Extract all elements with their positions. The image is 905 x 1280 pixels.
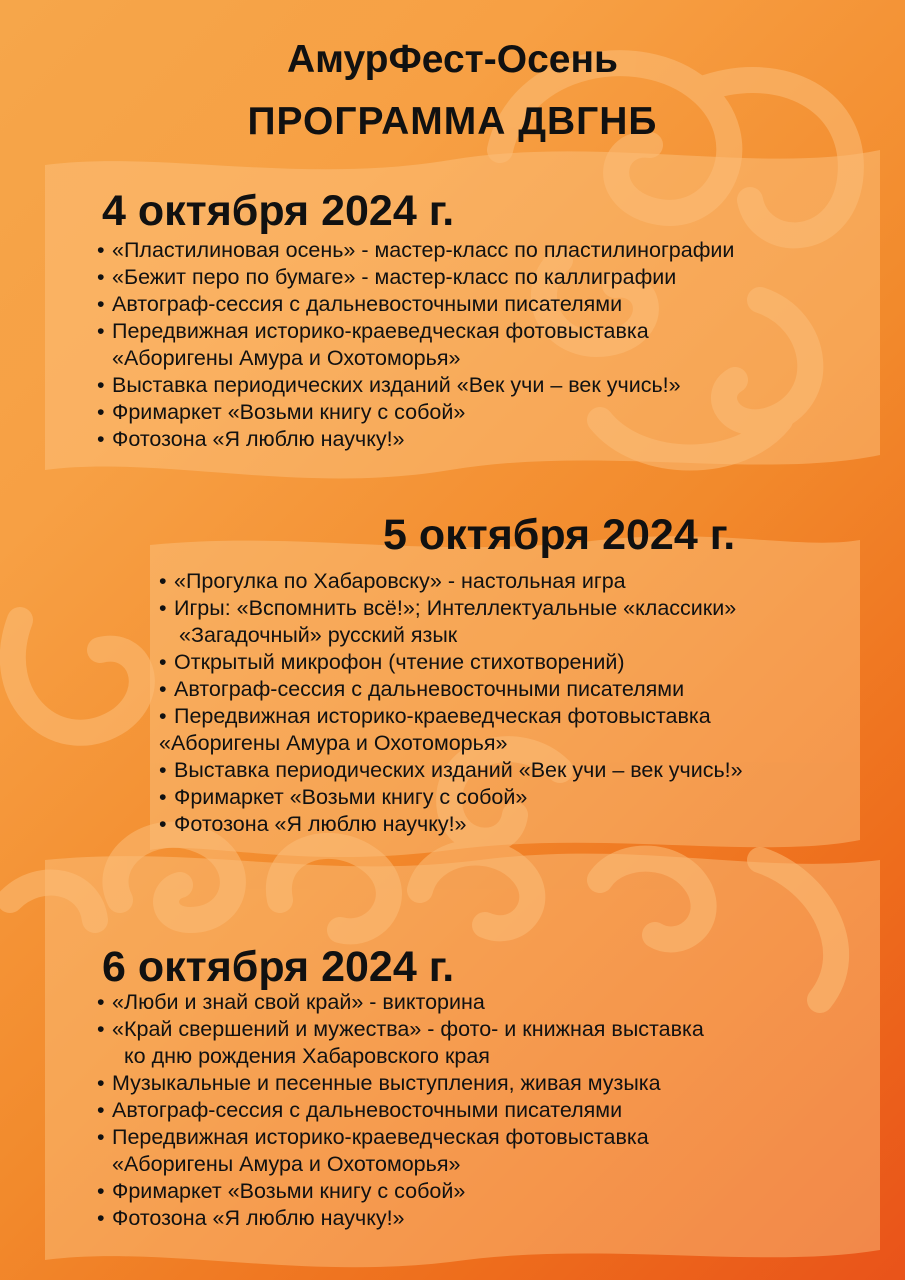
event-text: Фотозона «Я люблю научку!» — [174, 812, 467, 836]
bullet-icon: • — [97, 990, 105, 1014]
day-2-event-list — [159, 568, 743, 838]
event-item — [159, 757, 743, 784]
bullet-icon: • — [159, 812, 167, 836]
bullet-icon: • — [159, 596, 167, 620]
bullet-icon: • — [97, 1071, 105, 1095]
event-text: Выставка периодических изданий «Век учи – век учись!» — [174, 758, 743, 782]
bullet-icon: • — [97, 1125, 105, 1149]
event-item — [97, 399, 734, 426]
event-item — [159, 568, 743, 595]
event-text: Фримаркет «Возьми книгу с собой» — [112, 1179, 466, 1203]
bullet-icon: • — [97, 1179, 105, 1203]
event-text: «Бежит перо по бумаге» - мастер-класс по каллиграфии — [112, 265, 677, 289]
event-item — [97, 1070, 704, 1097]
event-text: Передвижная историко-краеведческая фотовыставка — [174, 704, 711, 728]
bullet-icon: • — [159, 758, 167, 782]
event-item — [97, 1124, 704, 1178]
day-2-date-heading: 5 октября 2024 г. — [383, 511, 736, 559]
event-item — [97, 1016, 704, 1070]
event-item — [97, 1205, 704, 1232]
event-text-continuation: «Аборигены Амура и Охотоморья» — [159, 731, 508, 755]
event-text: Фотозона «Я люблю научку!» — [112, 1206, 405, 1230]
event-item — [97, 264, 734, 291]
event-item — [159, 811, 743, 838]
event-text: Автограф-сессия с дальневосточными писателями — [112, 1098, 623, 1122]
bullet-icon: • — [97, 1098, 105, 1122]
event-text: Фримаркет «Возьми книгу с собой» — [112, 400, 466, 424]
event-text: «Пластилиновая осень» - мастер-класс по пластилинографии — [112, 238, 735, 262]
event-item — [159, 784, 743, 811]
bullet-icon: • — [159, 569, 167, 593]
event-item — [159, 703, 743, 757]
event-text-continuation: «Аборигены Амура и Охотоморья» — [112, 346, 461, 370]
event-text-continuation: ко дню рождения Хабаровского края — [124, 1044, 490, 1068]
bullet-icon: • — [97, 400, 105, 424]
bullet-icon: • — [97, 373, 105, 397]
event-text-continuation: «Загадочный» русский язык — [179, 623, 458, 647]
festival-title: АмурФест-Осень — [287, 38, 618, 81]
bullet-icon: • — [97, 1017, 105, 1041]
event-text-continuation: «Аборигены Амура и Охотоморья» — [112, 1152, 461, 1176]
bullet-icon: • — [159, 785, 167, 809]
bullet-icon: • — [97, 238, 105, 262]
event-item — [97, 989, 704, 1016]
event-item — [97, 1097, 704, 1124]
event-text: Открытый микрофон (чтение стихотворений) — [174, 650, 625, 674]
event-text: Автограф-сессия с дальневосточными писателями — [112, 292, 623, 316]
event-text: Фотозона «Я люблю научку!» — [112, 427, 405, 451]
event-text: Игры: «Вспомнить всё!»; Интеллектуальные «классики» — [174, 596, 737, 620]
event-text: Фримаркет «Возьми книгу с собой» — [174, 785, 528, 809]
event-item — [97, 426, 734, 453]
day-1-event-list — [97, 237, 734, 453]
event-item — [97, 1178, 704, 1205]
event-item — [159, 676, 743, 703]
bullet-icon: • — [97, 292, 105, 316]
bullet-icon: • — [97, 265, 105, 289]
event-text: Передвижная историко-краеведческая фотовыставка — [112, 1125, 649, 1149]
day-3-date-heading: 6 октября 2024 г. — [102, 943, 455, 991]
program-title: ПРОГРАММА ДВГНБ — [247, 100, 658, 143]
day-3-event-list — [97, 989, 704, 1232]
event-item — [97, 291, 734, 318]
event-item — [159, 595, 743, 649]
bullet-icon: • — [97, 427, 105, 451]
event-text: «Люби и знай свой край» - викторина — [112, 990, 485, 1014]
bullet-icon: • — [97, 1206, 105, 1230]
bullet-icon: • — [159, 704, 167, 728]
event-text: Автограф-сессия с дальневосточными писателями — [174, 677, 685, 701]
event-text: «Край свершений и мужества» - фото- и книжная выставка — [112, 1017, 704, 1041]
bullet-icon: • — [159, 650, 167, 674]
event-item — [97, 237, 734, 264]
event-text: «Прогулка по Хабаровску» - настольная игра — [174, 569, 626, 593]
event-item — [97, 372, 734, 399]
event-item — [159, 649, 743, 676]
bullet-icon: • — [159, 677, 167, 701]
event-text: Передвижная историко-краеведческая фотовыставка — [112, 319, 649, 343]
event-text: Выставка периодических изданий «Век учи – век учись!» — [112, 373, 681, 397]
event-item — [97, 318, 734, 372]
bullet-icon: • — [97, 319, 105, 343]
day-1-date-heading: 4 октября 2024 г. — [102, 187, 455, 235]
event-text: Музыкальные и песенные выступления, живая музыка — [112, 1071, 661, 1095]
